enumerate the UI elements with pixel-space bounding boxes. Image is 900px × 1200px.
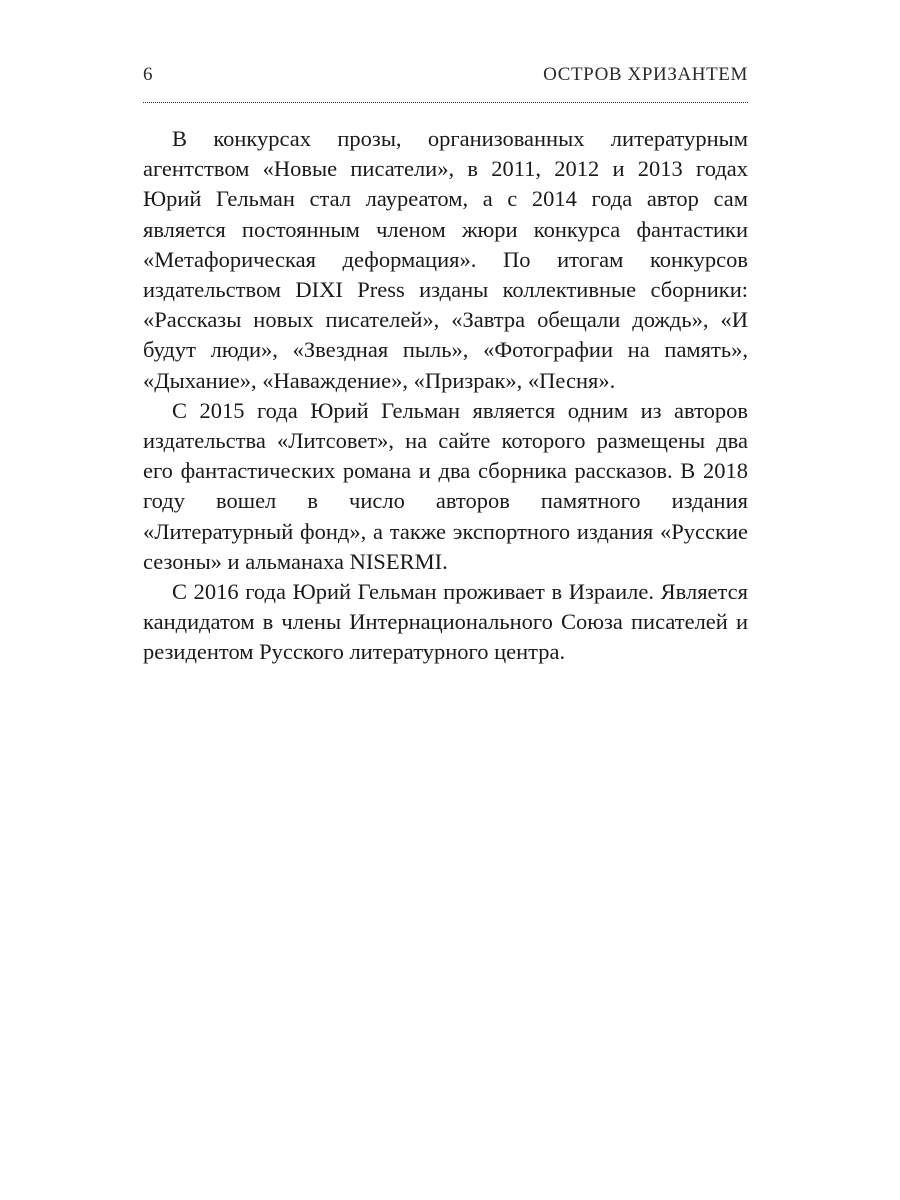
paragraph-litsovet: С 2015 года Юрий Гельман является одним из авторов издательства «Литсовет», на сайте которого размещены два его фантастических романа и два сборника рассказов. В 2018 году вошел в число авторов памятного издания «Литературный фонд», а также экспортного издания «Русские сезоны» и альманаха NISERMI. — [143, 397, 748, 574]
paragraph-contests: В конкурсах прозы, организованных литературным агентством «Новые писатели», в 2011, 2012 и 2013 годах Юрий Гельман стал лауреатом, а с 2014 года автор сам является постоянным членом жюри конкурса фантастики «Метафорическая деформация». По итогам конкурсов издательством DIXI Press изданы коллективные сборники: «Рассказы новых писателей», «Завтра обещали дождь», «И будут люди», «Звездная пыль», «Фотографии на память», «Дыхание», «Наваждение», «Призрак», «Песня». — [143, 126, 748, 393]
body-text — [143, 124, 748, 668]
header-divider — [143, 102, 748, 103]
running-head — [143, 64, 748, 88]
page-number: 6 — [143, 64, 153, 85]
paragraph-israel: С 2016 года Юрий Гельман проживает в Израиле. Является кандидатом в члены Интернационального Союза писателей и резидентом Русского литературного центра. — [143, 579, 748, 665]
running-title: ОСТРОВ ХРИЗАНТЕМ — [543, 64, 748, 85]
